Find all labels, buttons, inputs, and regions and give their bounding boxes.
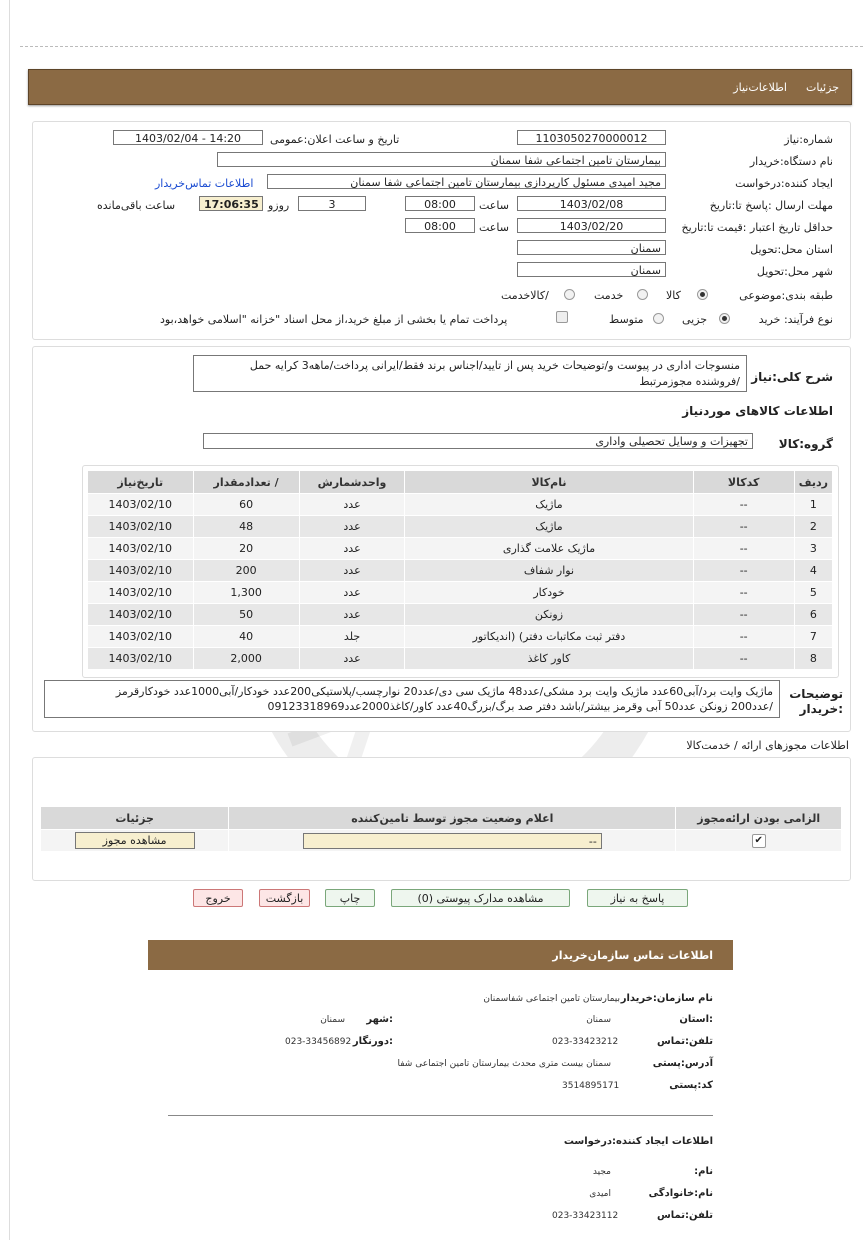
permit-status-field: -- [303,833,602,849]
col-quantity: / تعدادمقدار [193,471,299,494]
item-need-date: 1403/02/10 [88,494,194,516]
item-code: -- [693,582,794,604]
permits-row [41,830,842,852]
creator-name-value: مجید [592,1167,611,1177]
contact-postal-label: کد:پستی [669,1080,713,1091]
buyer-org-field: بیمارستان تامین اجتماعی شفا سمنان [217,152,666,167]
need-description-label: شرح کلی:نیاز [751,370,833,384]
province-label: استان محل:تحویل [750,243,833,256]
table-row [88,582,833,604]
permits-status-cell [229,830,676,852]
announce-date-field: 1403/02/04 - 14:20 [113,130,263,145]
contact-phone-value: 023-33423212 [552,1037,619,1047]
contact-postal-value: 3514895171 [562,1081,620,1091]
item-name: ماژیک علامت گذاری [405,538,693,560]
item-unit: جلد [299,626,405,648]
goods-group-label: گروه:کالا [778,437,833,451]
buyer-contact-title: اطلاعات تماس سازمان‌خریدار [552,949,713,962]
table-row [88,626,833,648]
item-quantity: 200 [193,560,299,582]
item-code: -- [693,604,794,626]
item-row-number: 6 [794,604,832,626]
item-row-number: 4 [794,560,832,582]
buyer-contact-header [148,940,733,970]
item-row-number: 8 [794,648,832,670]
need-number-label: شماره:نیاز [784,133,833,146]
item-name: ماژیک [405,516,693,538]
left-page-rule [9,0,10,1240]
permits-col-required: الزامی بودن ارائه‌مجوز [676,807,842,830]
contact-province-label: :استان [679,1014,713,1025]
contact-address-value: سمنان بیست متری محدث بیمارستان تامین اجتماعی شفا [397,1059,611,1069]
category-service-radio[interactable] [637,289,648,300]
item-code: -- [693,648,794,670]
item-code: -- [693,516,794,538]
item-quantity: 2,000 [193,648,299,670]
buyer-notes-label-line2: :خریدار [799,702,843,716]
item-unit: عدد [299,560,405,582]
page-header-bar [28,69,852,105]
buyer-notes-label [789,687,843,717]
process-partial-label: جزیی [682,313,708,326]
price-time-field: 08:00 [405,218,475,233]
item-need-date: 1403/02/10 [88,560,194,582]
category-goods-service-label: /کالاخدمت [501,289,549,302]
contact-phone-label: تلفن:تماس [656,1036,713,1047]
back-button[interactable]: بازگشت [259,889,310,907]
permits-title: اطلاعات مجوزهای ارائه / خدمت‌کالا [686,739,849,752]
need-description-line2: /فروشنده مجوزمرتبط [639,375,740,388]
category-goods-radio[interactable] [697,289,708,300]
contact-address-label: آدرس:پستی [652,1058,713,1069]
category-goods-service-radio[interactable] [564,289,575,300]
tab-details[interactable]: جزئیات [806,81,839,94]
table-row [88,494,833,516]
goods-info-title: اطلاعات کالاهای موردنیاز [682,404,833,418]
creator-phone-value: 023-33423112 [552,1211,619,1221]
need-description-box [193,355,747,392]
creator-name-label: نام: [694,1166,713,1177]
process-medium-label: متوسط [609,313,644,326]
process-type-label-text: نوع فرآیند: [783,313,833,326]
item-quantity: 60 [193,494,299,516]
table-row [88,648,833,670]
col-unit: واحدشمارش [299,471,405,494]
col-item-code: کدکالا [693,471,794,494]
item-unit: عدد [299,494,405,516]
permit-required-checkbox[interactable]: ✔ [752,834,766,848]
col-row-number: ردیف [794,471,832,494]
item-unit: عدد [299,582,405,604]
item-row-number: 7 [794,626,832,648]
reply-time-field: 08:00 [405,196,475,211]
table-row [88,516,833,538]
category-service-label: خدمت [594,289,624,302]
remaining-time-field: 17:06:35 [199,196,263,211]
item-name: دفتر ثبت مکاتبات دفتر) (اندیکاتور [405,626,693,648]
price-date-field: 1403/02/20 [517,218,666,233]
item-name: خودکار [405,582,693,604]
need-number-field: 1103050270000012 [517,130,666,145]
reply-time-label: ساعت [479,199,509,212]
view-attachments-button[interactable]: مشاهده مدارک پیوستی (0) [391,889,570,907]
reply-date-field: 1403/02/08 [517,196,666,211]
item-name: ماژیک [405,494,693,516]
item-quantity: 50 [193,604,299,626]
permits-col-details: جزئیات [41,807,229,830]
days-field: 3 [298,196,366,211]
exit-button[interactable]: خروج [193,889,243,907]
goods-group-field: تجهیزات و وسایل تحصیلی واداری [203,433,753,449]
creator-family-label: نام:خانوادگی [648,1188,713,1199]
buyer-notes-line2: /عدد200 زونکن عدد50 آبی وقرمز بیشتر/باشد دفتر صد برگ/بزرگ40عدد کاور/کاغذ2000عدد09123318969 [267,700,773,713]
item-need-date: 1403/02/10 [88,516,194,538]
item-unit: عدد [299,648,405,670]
item-need-date: 1403/02/10 [88,538,194,560]
province-field: سمنان [517,240,666,255]
permits-required-cell [676,830,842,852]
category-label: طبقه بندی:موضوعی [739,289,833,302]
contact-city-label: :شهر [366,1014,393,1025]
item-need-date: 1403/02/10 [88,626,194,648]
print-button[interactable]: چاپ [325,889,375,907]
item-row-number: 1 [794,494,832,516]
item-need-date: 1403/02/10 [88,582,194,604]
creator-info-title: اطلاعات ایجاد کننده:درخواست [563,1136,713,1147]
creator-field: مجید امیدی مسئول کارپردازی بیمارستان تامین اجتماعی شفا سمنان [267,174,666,189]
contact-divider [168,1115,713,1116]
days-label: روزو [268,199,290,212]
reply-to-need-button[interactable]: پاسخ به نیاز [587,889,688,907]
creator-phone-label: تلفن:تماس [656,1210,713,1221]
buyer-notes-label-line1: توضیحات [789,687,843,701]
item-row-number: 5 [794,582,832,604]
table-row [88,538,833,560]
item-unit: عدد [299,538,405,560]
item-quantity: 48 [193,516,299,538]
buyer-org-label: نام دستگاه:خریدار [749,155,833,168]
table-row [88,604,833,626]
item-quantity: 20 [193,538,299,560]
process-buy-text: خرید [758,313,781,326]
buyer-notes-line1: ماژیک وایت برد/آبی60عدد ماژیک وایت برد مشکی/عدد48 ماژیک سی دی/عدد20 نوارچسب/پلاستیکی200عدد خودکار/آبی1000عدد خودکارقرمز [115,685,773,698]
item-unit: عدد [299,604,405,626]
table-row [88,560,833,582]
price-time-label: ساعت [479,221,509,234]
process-medium-radio[interactable] [653,313,664,324]
top-dashed-divider [20,46,863,47]
treasury-payment-checkbox[interactable] [556,311,568,323]
reply-deadline-label: مهلت ارسال :پاسخ تا:تاریخ [709,199,833,212]
col-item-name: نام‌کالا [405,471,693,494]
permits-header-row [41,807,842,830]
item-need-date: 1403/02/10 [88,604,194,626]
permits-col-status: اعلام وضعیت مجوز توسط تامین‌کننده [229,807,676,830]
item-code: -- [693,538,794,560]
creator-label: ایجاد کننده:درخواست [735,177,833,190]
permits-table [40,806,842,852]
process-type-label [759,313,833,326]
treasury-payment-note: پرداخت تمام یا بخشی از مبلغ خرید،از محل اسناد "خزانه "اسلامی خواهد،بود [160,313,508,326]
contact-org-label: نام سازمان:خریدار [620,993,713,1004]
item-code: -- [693,494,794,516]
contact-org-value: بیمارستان تامین اجتماعی شفاسمنان [483,994,620,1004]
item-need-date: 1403/02/10 [88,648,194,670]
announce-date-label: تاریخ و ساعت اعلان:عمومی [270,133,400,146]
items-table-header-row [88,471,833,494]
item-row-number: 2 [794,516,832,538]
item-code: -- [693,560,794,582]
col-need-date: تاریخ‌نیاز [88,471,194,494]
buyer-notes-box [44,680,780,718]
view-permit-button[interactable]: مشاهده مجوز [75,832,195,849]
item-quantity: 1,300 [193,582,299,604]
item-code: -- [693,626,794,648]
process-partial-radio[interactable] [719,313,730,324]
contact-fax-value: 023-33456892 [285,1037,352,1047]
contact-fax-label: :دورنگار [352,1036,393,1047]
city-field: سمنان [517,262,666,277]
items-table [87,470,833,670]
category-goods-label: کالا [666,289,681,302]
creator-family-value: امیدی [589,1189,611,1199]
item-quantity: 40 [193,626,299,648]
need-description-line1: منسوجات اداری در پیوست و/توضیحات خرید پس از تایید/اجناس برند فقط/ایرانی پرداخت/ماهه3 کرایه حمل [249,359,740,372]
permits-details-cell [41,830,229,852]
remaining-time-label: ساعت باقی‌مانده [97,199,176,212]
contact-province-value: سمنان [586,1015,611,1025]
price-validity-label: حداقل تاریخ اعتبار :قیمت تا:تاریخ [681,221,833,234]
item-name: نوار شفاف [405,560,693,582]
item-row-number: 3 [794,538,832,560]
tab-need-info[interactable]: اطلاعات‌نیاز [733,81,787,94]
item-unit: عدد [299,516,405,538]
item-name: کاور کاغذ [405,648,693,670]
item-name: زونکن [405,604,693,626]
contact-city-value: سمنان [320,1015,345,1025]
buyer-contact-link[interactable]: اطلاعات تماس‌خریدار [155,177,254,190]
city-label: شهر محل:تحویل [756,265,833,278]
